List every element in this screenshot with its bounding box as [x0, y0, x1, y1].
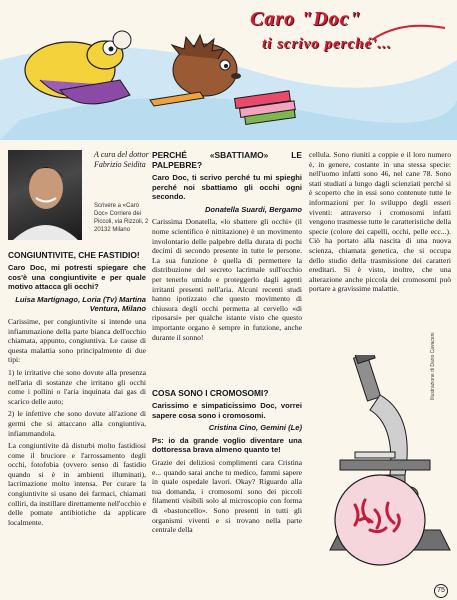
page-number: 75 — [434, 584, 448, 598]
letter-cromosomi — [152, 388, 302, 538]
letter-signature: Luisa Martignago, Loria (Tv) Martina Ventura, Milano — [15, 294, 146, 314]
letter-title: PERCHÉ «SBATTIAMO» LE PALPEBRE? — [152, 150, 302, 170]
letter-title: COSA SONO I CROMOSOMI? — [152, 388, 269, 398]
letter-signature: Donatella Suardi, Bergamo — [204, 204, 302, 214]
letter-answer-paragraph: Carissima Donatella, «lo sbattere gli occhi» (il nome scientifico è nittitazione) è un movimento involontario delle palpebre della durata di pochi decimi di secondo presente in tutte le persone. La sua funzione è quella di permettere la distribuzione del secreto lacrimale sull'occhio per tenerlo umido e proteggerlo dagli agenti irritanti presenti nell'aria. Alcuni recenti studi hanno ipotizzato che questo movimento di chiusura degli occhi permetta al cervello «di riposarsi» per qualche istante visto che questo importante organo è sempre in funzione, anche durante il sonno! — [152, 217, 302, 342]
letter-answer-paragraph: cellula. Sono riuniti a coppie e il loro numero è, in genere, costante in una stessa specie: nell'uomo infatti sono 46, nel cane 78. Sono stati studiati a lungo dagli scienziati perché si è scoperto che in essi sono contenute tutte le informazioni per lo sviluppo degli esseri viventi: attraverso i cromosomi infatti vengono trasmesse tutte le caratteristiche della specie (colore dei capelli, occhi, pelle ecc...). Ciò ha portato alla nascita di una nuova scienza, chiamata genetica, che si occupa dello studio della trasmissione dei caratteri ereditari. Si è visto, inoltre, che una alterazione anche piccola dei cromosomi può portare a gravissime malattie. — [309, 150, 451, 294]
skull-icon — [113, 31, 131, 49]
letter-answer-paragraph: 2) le infettive che sono dovute all'azione di germi che si attaccano alla congiuntiva, infiammandola. — [8, 409, 146, 438]
letter-answer-paragraph: 1) le irritative che sono dovute alla presenza nell'aria di sostanze che irritano gli occhi come i pollini o l'aria inquinata dai gas di scarico delle auto; — [8, 367, 146, 406]
letter-question: Caro Doc, ti scrivo perché tu mi spieghi perché noi sbattiamo gli occhi ogni secondo. — [152, 173, 302, 202]
letter-ps: Ps: io da grande voglio diventare una dottoressa brava almeno quanto te! — [152, 435, 302, 455]
letter-palpebre — [152, 150, 302, 345]
letter-question: Carissimo e simpaticissimo Doc, vorrei sapere cosa sono i cromosomi. — [152, 401, 302, 420]
letter-answer-paragraph: La congiuntivite dà disturbi molto fastidiosi come il bruciore e l'arrossamento degli occhi, fotofobia (ovvero senso di fastidio quando si è in ambienti illuminati), lacrimazione molto intensa. Per curare la congiuntivite si usano dei farmaci, chiamati colliri, da instillare direttamente nell'occhio e delle pomate antibiotiche da applicare localmente. — [8, 441, 146, 527]
letter-question: Caro Doc, mi potresti spiegare che cos'è una congiuntivite e per quale motivo attacca gli occhi? — [8, 263, 146, 292]
curator-address: Scrivere a «Caro Doc» Corriere dei Piccoli, via Rizzoli, 2 20132 Milano — [94, 203, 149, 233]
page-subtitle: ti scrivo perché'... — [262, 36, 392, 52]
letter-answer-paragraph: Carissime, per congiuntivite si intende una infiammazione della parte bianca dell'occhio chiamata, appunto, congiuntiva. Le cause di questa malattia sono principalmente di due tipi: — [8, 316, 146, 365]
page-title: Caro "Doc" — [250, 8, 362, 30]
letter-signature: Cristina Cino, Gemini (Le) — [208, 423, 302, 433]
illustration-credit: Illustrazione di Dario Cavaceni — [430, 332, 436, 400]
letter-congiuntivite — [8, 250, 146, 530]
doctor-photo — [8, 150, 82, 240]
header-illustration — [0, 0, 457, 140]
letter-title: CONGIUNTIVITE, CHE FASTIDIO! — [8, 250, 140, 260]
curator-credit: A cura del dottor Fabrizio Seidita — [94, 150, 149, 169]
letter-cromosomi-continuation — [309, 150, 451, 297]
letter-answer-paragraph: Grazie dei deliziosi complimenti cara Cristina e... quando sarai anche tu medico, fammi sapere in quale ospedale lavori. Okay? Riguardo alla tua domanda, i cromosomi sono dei piccoli filamenti visibili solo al microscopio con forma di «bastoncello». Sono presenti in tutti gli organismi viventi e si trovano nella parte centrale della — [152, 457, 302, 535]
